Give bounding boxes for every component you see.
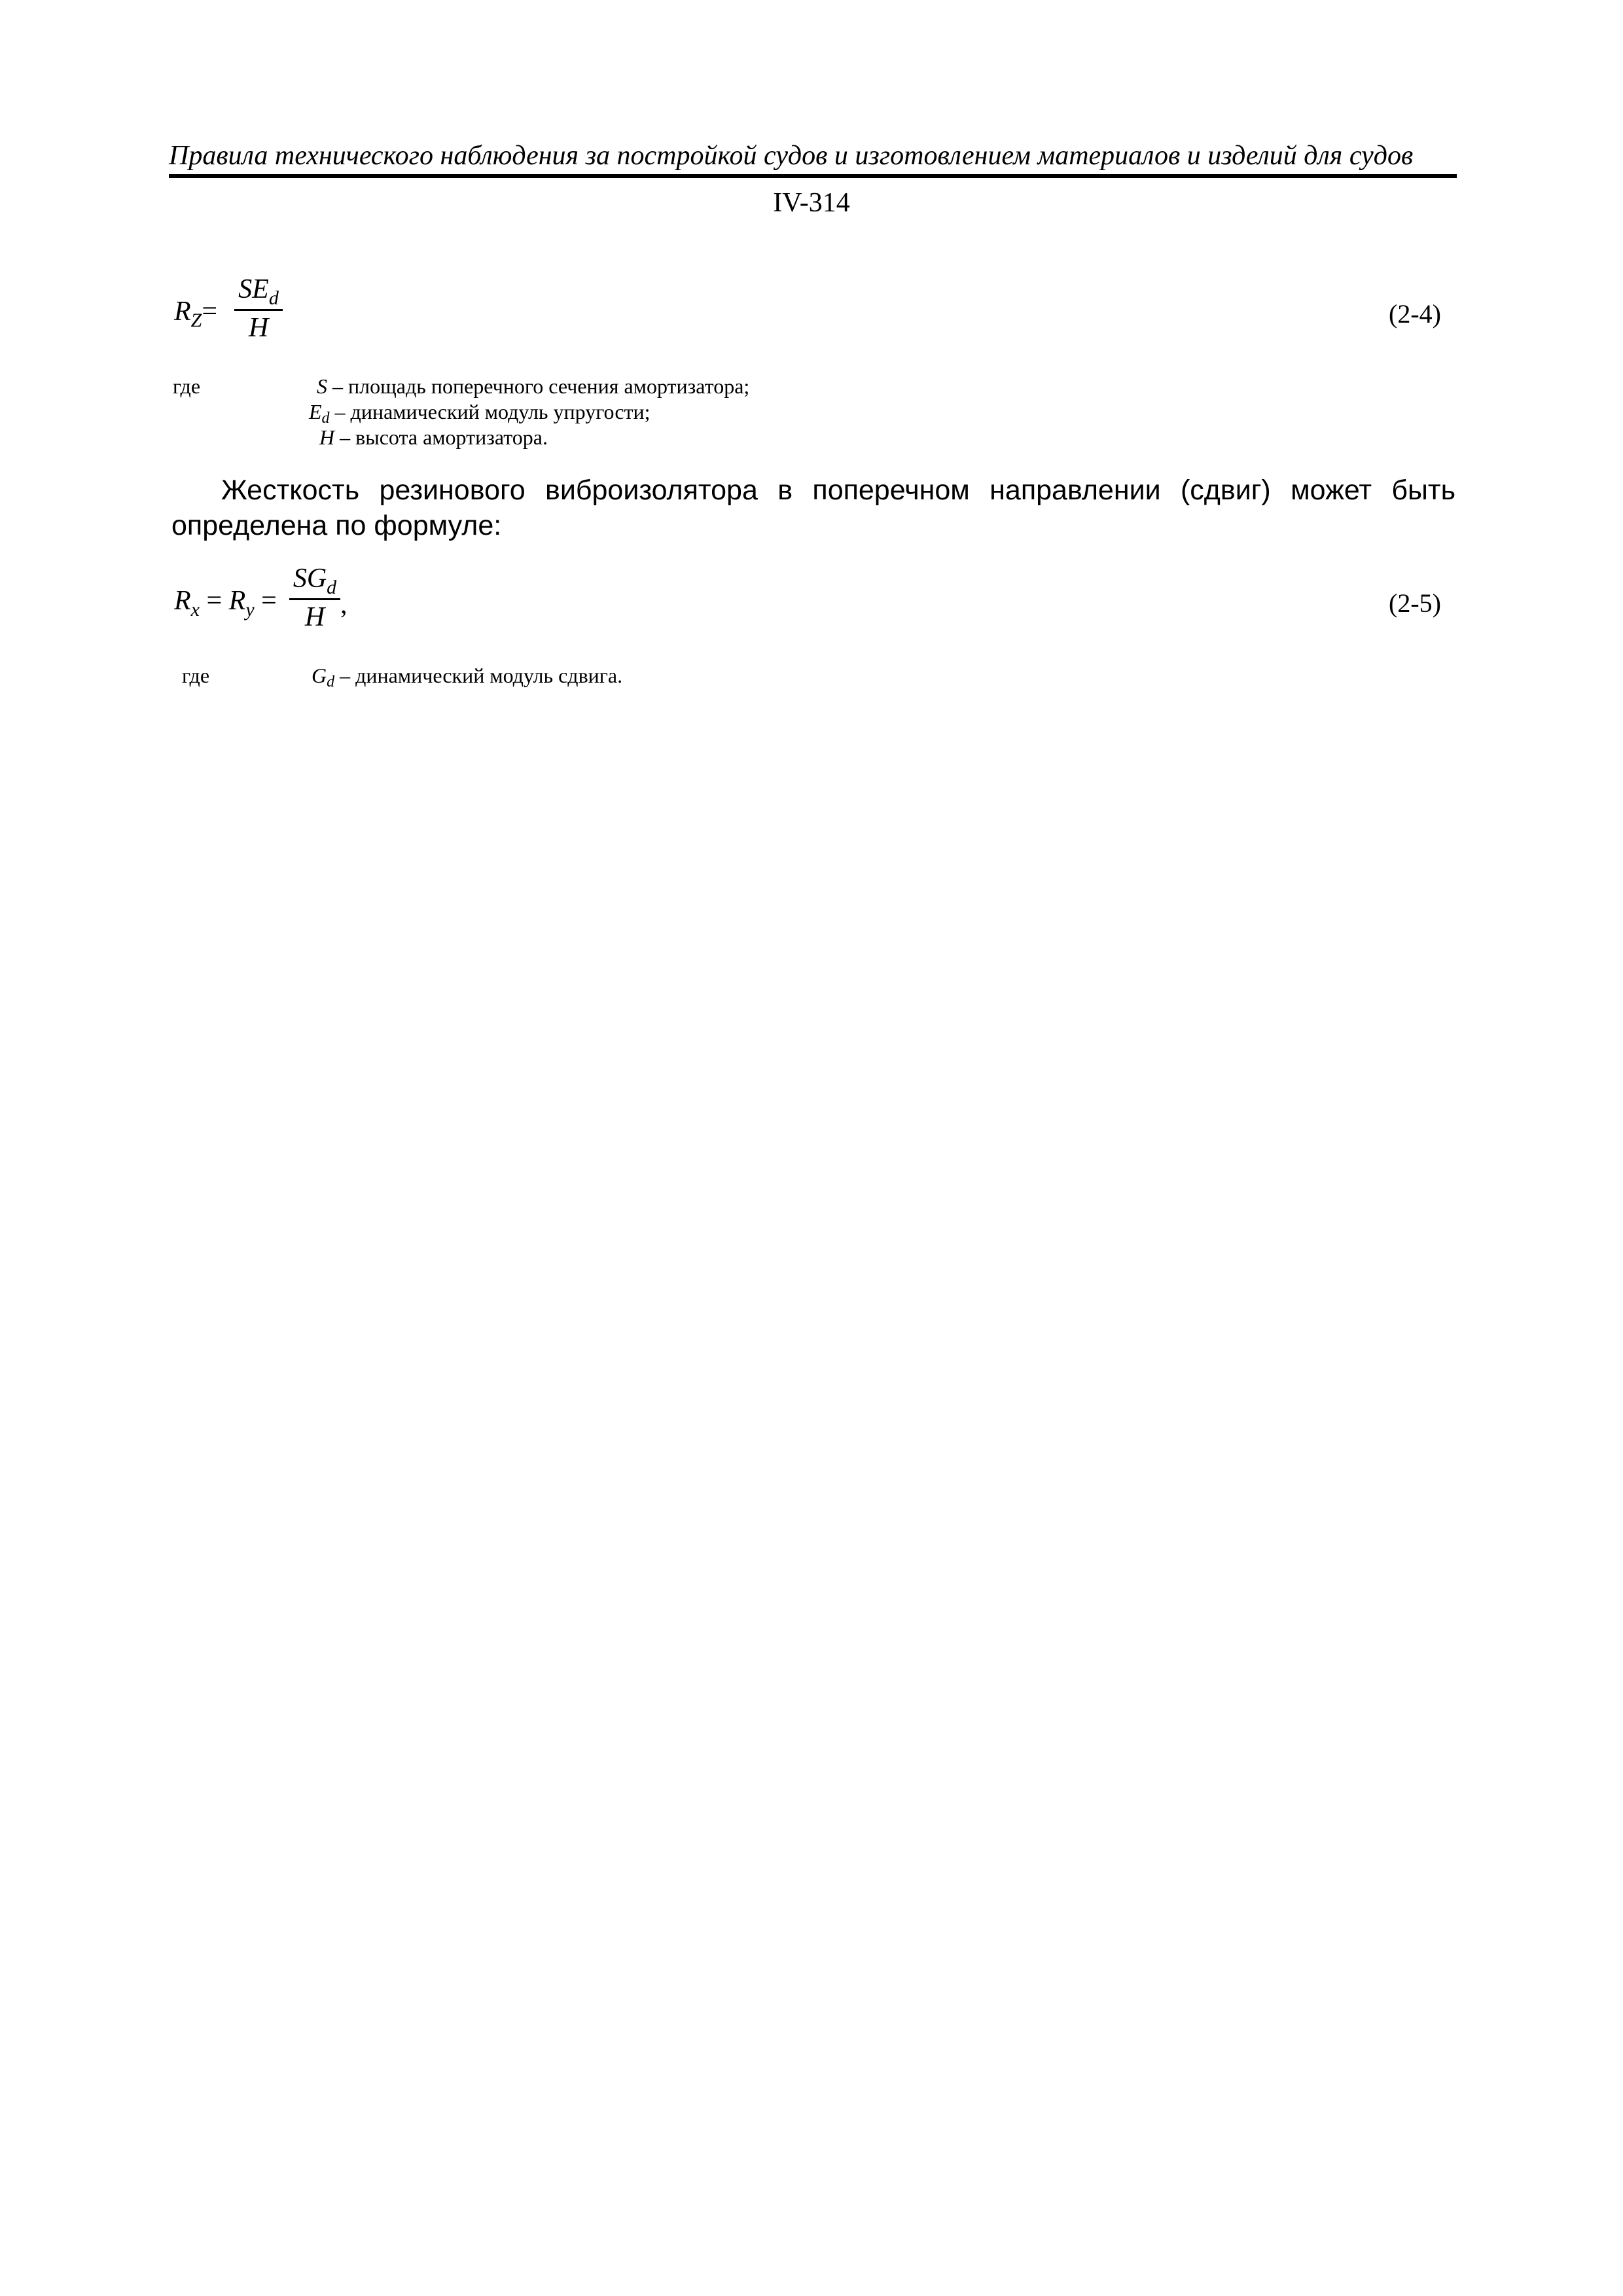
formula-2-5-numerator-main: SG [293,564,327,594]
definition-h [319,424,548,450]
formula-2-4-equals: = [202,296,218,327]
definition-gd [312,662,622,691]
formula-2-5-denominator: H [304,602,325,632]
definition-s-symbol: S [317,374,327,398]
formula-2-5-lhs2-symbol: R [228,586,246,616]
definition-ed-symbol: E [309,400,322,423]
formula-2-5-numerator [289,563,340,597]
formula-2-5-fraction-bar [289,598,340,600]
equation-number-2-4: (2-4) [1389,299,1441,329]
formula-2-4-denominator: H [248,313,269,343]
formula-2-5-lhs2-subscript: y [245,599,255,620]
running-header-title: Правила технического наблюдения за постройкой судов и изготовлением материалов и изделий для судов [169,141,1414,171]
formula-2-5-numerator-subscript: d [327,577,337,598]
definition-ed [309,399,651,427]
definition-ed-subscript: d [321,410,330,427]
formula-2-5-lhs1-symbol: R [174,586,191,616]
formula-2-5-lhs [174,585,277,620]
definition-gd-text: – динамический модуль сдвига. [334,664,623,687]
header-rule [169,174,1457,178]
formula-2-4-lhs-symbol: R [174,296,191,327]
formula-2-4-numerator-subscript: d [268,287,279,309]
formula-2-4-lhs [174,296,218,331]
page-number: IV-314 [773,188,850,218]
formula-2-5-equals2: = [254,586,277,616]
definition-s [317,373,749,399]
formula-2-4-fraction-bar [234,309,283,311]
formula-2-5-lhs1-subscript: x [190,599,200,620]
formula-2-4-lhs-subscript: Z [190,310,202,331]
body-paragraph: Жесткость резинового виброизолятора в поперечном направлении (сдвиг) может быть определена по формуле: [171,475,1455,541]
equation-number-2-5: (2-5) [1389,588,1441,618]
formula-2-5-equals1: = [199,586,229,616]
formula-2-4-fraction [234,274,283,344]
where-label-1: где [173,374,201,398]
formula-2-4-numerator-main: SE [238,274,269,304]
formula-2-5-fraction [289,563,340,633]
formula-2-5-trailing-comma: , [340,590,348,620]
definition-gd-symbol: G [312,664,327,687]
definition-ed-text: – динамический модуль упругости; [329,400,651,423]
definition-h-text: – высота амортизатора. [334,425,548,449]
where-label-2: где [182,664,210,687]
definition-h-symbol: H [319,425,335,449]
definition-s-text: – площадь поперечного сечения амортизатора; [327,374,750,398]
definition-gd-subscript: d [327,673,335,691]
formula-2-4-numerator [234,274,283,308]
